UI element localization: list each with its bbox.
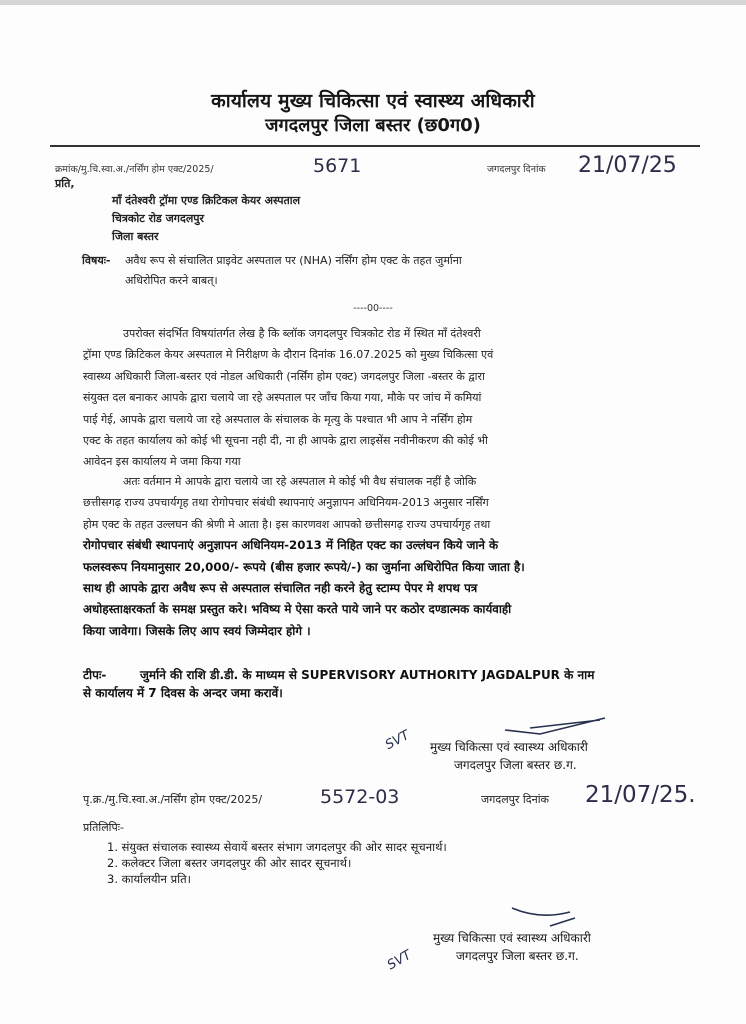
endorsement-number-handwritten: 5572-03: [320, 786, 400, 808]
paragraph-1-line: संयुक्त दल बनाकर आपके द्वारा चलाये जा रहे अस्पताल पर जाँच किया गया, मौके पर जांच में कमियां: [83, 391, 482, 405]
signature-initials: SVT: [382, 727, 413, 754]
header-divider: [50, 145, 700, 147]
subject-label: विषयः-: [82, 254, 111, 267]
signature-initials: SVT: [384, 947, 415, 974]
signatory-location: जगदलपुर जिला बस्तर छ.ग.: [454, 758, 577, 772]
office-location: जगदलपुर जिला बस्तर (छ0ग0): [265, 115, 481, 136]
paragraph-2-line: छत्तीसगढ़ राज्य उपचार्यगृह तथा रोगोपचार संबंधी स्थापनाएं अनुज्ञापन अधिनियम-2013 अनुसार नर्सिंग: [83, 496, 489, 510]
signatory-location: जगदलपुर जिला बस्तर छ.ग.: [456, 949, 579, 963]
signatory-title: मुख्य चिकित्सा एवं स्वास्थ्य अधिकारी: [433, 931, 591, 945]
note-line-1: जुर्माने की राशि डी.डी. के माध्यम से SUPERVISORY AUTHORITY JAGDALPUR के नाम: [140, 668, 595, 682]
reference-number-handwritten: 5671: [313, 155, 362, 177]
copy-to-list: [107, 839, 447, 887]
endorsement-place-date-label: जगदलपुर दिनांक: [481, 793, 549, 806]
paragraph-2-line-bold: फलस्वरूप नियमानुसार 20,000/- रूपये (बीस हजार रूपये/-) का जुर्माना अधिरोपित किया जाता है।: [83, 559, 525, 574]
copy-to-item: 1. संयुक्त संचालक स्वास्थ्य सेवायें बस्तर संभाग जगदलपुर की ओर सादर सूचनार्थ।: [107, 840, 447, 854]
copy-to-label: प्रतिलिपिः-: [83, 821, 124, 834]
paragraph-2-line-bold: साथ ही आपके द्वारा अवैध रूप से अस्पताल संचालित नही करने हेतु स्टाम्प पेपर मे शपथ पत्र: [83, 581, 478, 596]
paragraph-1-line: एक्ट के तहत कार्यालय को कोई भी सूचना नही दी, ना ही आपके द्वारा लाइसेंस नवीनीकरण की कोई भी: [83, 434, 488, 448]
recipient-line-2: चित्रकोट रोड जगदलपुर: [112, 212, 205, 225]
recipient-line-3: जिला बस्तर: [112, 230, 159, 243]
to-label: प्रति,: [55, 177, 75, 190]
subject-line-1: अवैध रूप से संचालित प्राइवेट अस्पताल पर (NHA) नर्सिंग होम एक्ट के तहत जुर्माना: [125, 254, 462, 267]
paragraph-2-line: होम एक्ट के तहत उल्लघन की श्रेणी मे आता है। इस कारणवश आपको छत्तीसगढ़ राज्य उपचार्यगृह तथा: [83, 517, 491, 531]
paragraph-2: [83, 471, 683, 642]
signature-stroke: [510, 900, 590, 930]
paragraph-2-line-bold: अधोहस्ताक्षरकर्ता के समक्ष प्रस्तुत करे। भविष्य मे ऐसा करते पाये जाने पर कठोर दण्डात्मक कार्यवाही: [83, 602, 512, 617]
endorsement-date-handwritten: 21/07/25.: [585, 782, 696, 808]
section-separator: ----00----: [353, 303, 393, 314]
office-title: कार्यालय मुख्य चिकित्सा एवं स्वास्थ्य अधिकारी: [211, 90, 535, 112]
note-line-2: से कार्यालय में 7 दिवस के अन्दर जमा करावें।: [83, 686, 283, 700]
signatory-title: मुख्य चिकित्सा एवं स्वास्थ्य अधिकारी: [430, 740, 588, 754]
reference-number-prefix: क्रमांक/मु.चि.स्वा.अ./नर्सिंग होम एक्ट/2025/: [55, 164, 214, 175]
paragraph-2-line-bold: किया जावेगा। जिसके लिए आप स्वयं जिम्मेदार होगे ।: [83, 623, 311, 638]
paragraph-1-line: उपरोक्त संदर्भित विषयांतर्गत लेख है कि ब्लॉक जगदलपुर चित्रकोट रोड में स्थित माँ दंतेश्वरी: [123, 327, 481, 340]
paragraph-1-line: ट्रॉमा एण्ड क्रिटिकल केयर अस्पताल मे निरीक्षण के दौरान दिनांक 16.07.2025 को मुख्य चिकित्सा एवं: [83, 348, 494, 362]
reference-place-date-label: जगदलपुर दिनांक: [487, 164, 546, 175]
endorsement-number-prefix: पृ.क्र./मु.चि.स्वा.अ./नर्सिंग होम एक्ट/2025/: [83, 793, 263, 806]
copy-to-item: 3. कार्यालयीन प्रति।: [107, 872, 192, 886]
paragraph-1-line: स्वास्थ्य अधिकारी जिला-बस्तर एवं नोडल अधिकारी (नर्सिंग होम एक्ट) जगदलपुर जिला -बस्तर के द्वारा: [83, 369, 485, 383]
recipient-line-1: माँ दंतेश्वरी ट्रॉमा एण्ड क्रिटिकल केयर अस्पताल: [112, 194, 301, 207]
paragraph-2-line-bold: रोगोपचार संबंधी स्थापनाएं अनुज्ञापन अधिनियम-2013 में निहित एक्ट का उल्लंघन किये जाने के: [83, 538, 499, 553]
reference-date-handwritten: 21/07/25: [578, 153, 677, 178]
paragraph-1-line: आवेदन इस कार्यालय मे जमा किया गया: [83, 455, 241, 469]
letter-page: [0, 5, 746, 1024]
signature-stroke: [500, 712, 610, 740]
paragraph-1: [83, 323, 683, 473]
paragraph-1-line: पाई गेई, आपके द्वारा चलाये जा रहे अस्पताल के संचालक के मृत्यु के पश्चात भी आप ने नर्सिंग होम: [83, 412, 473, 426]
paragraph-2-line: अतः वर्तमान मे आपके द्वारा चलाये जा रहे अस्पताल मे कोई भी वैध संचालक नहीं है जोकि: [123, 475, 477, 488]
copy-to-item: 2. कलेक्टर जिला बस्तर जगदलपुर की ओर सादर सूचनार्थ।: [107, 856, 352, 870]
note-label: टीपः-: [83, 668, 107, 682]
subject-line-2: अधिरोपित करने बाबत्।: [125, 274, 218, 287]
